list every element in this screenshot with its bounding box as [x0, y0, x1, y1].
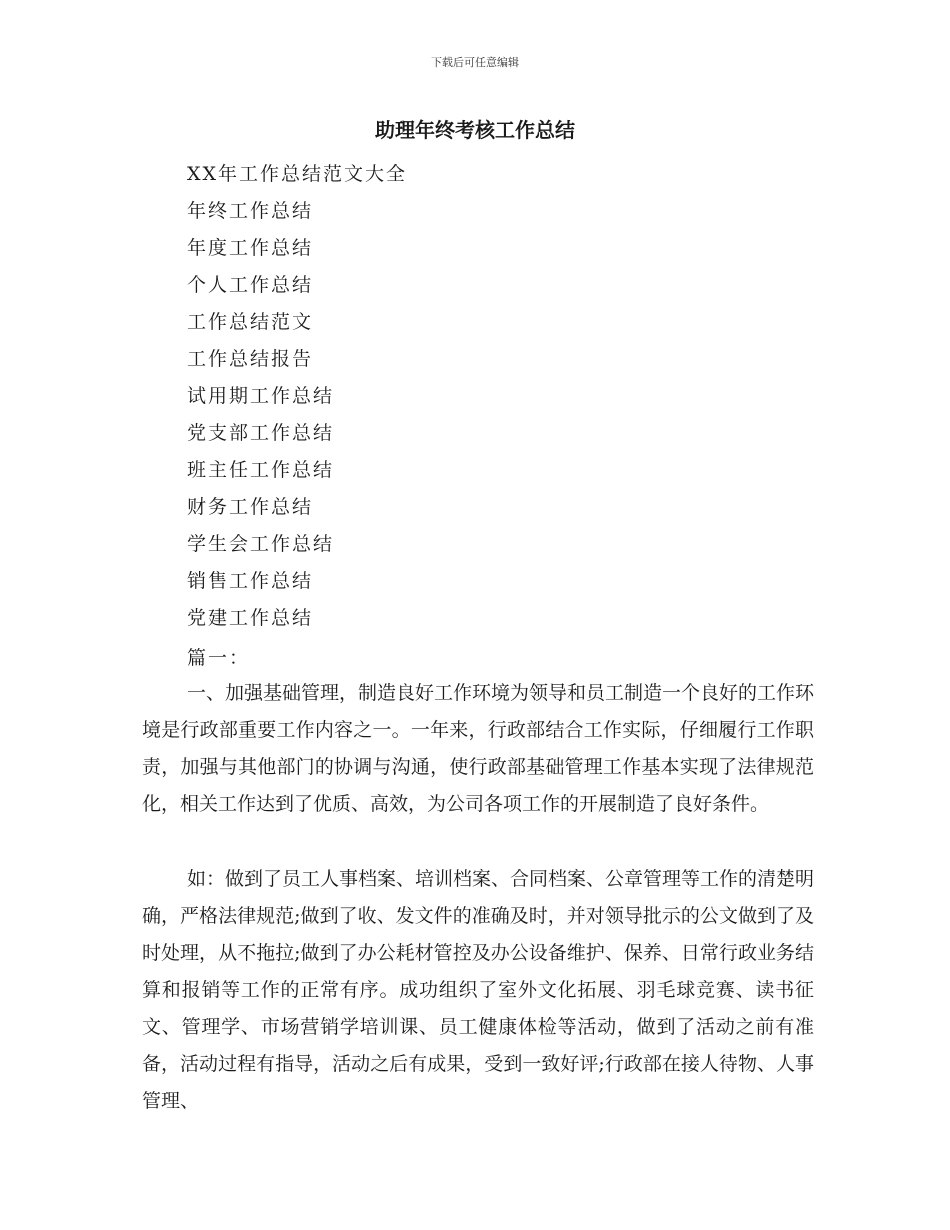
toc-item: 工作总结范文	[187, 311, 314, 333]
toc-item: 销售工作总结	[187, 570, 314, 592]
document-title: 助理年终考核工作总结	[375, 118, 575, 142]
toc-item: 班主任工作总结	[187, 459, 335, 481]
page-header-note: 下载后可任意编辑	[431, 56, 519, 69]
toc-list	[187, 160, 407, 641]
toc-item: 学生会工作总结	[187, 533, 335, 555]
toc-item: 党支部工作总结	[187, 422, 335, 444]
toc-item: 试用期工作总结	[187, 385, 335, 407]
toc-item: 党建工作总结	[187, 607, 314, 629]
section-label: 篇一：	[187, 647, 251, 669]
toc-item: XX年工作总结范文大全	[187, 163, 408, 185]
toc-item: 个人工作总结	[187, 274, 314, 296]
toc-item: 工作总结报告	[187, 348, 314, 370]
toc-item: 财务工作总结	[187, 496, 314, 518]
toc-item: 年度工作总结	[187, 237, 314, 259]
body-paragraph: 一、加强基础管理，制造良好工作环境为领导和员工制造一个良好的工作环境是行政部重要工作内容之一。一年来，行政部结合工作实际，仔细履行工作职责，加强与其他部门的协调与沟通，使行政部基础管理工作基本实现了法律规范化，相关工作达到了优质、高效，为公司各项工作的开展制造了良好条件。	[142, 682, 815, 815]
toc-item: 年终工作总结	[187, 200, 314, 222]
body-paragraph: 如：做到了员工人事档案、培训档案、合同档案、公章管理等工作的清楚明确，严格法律规范;做到了收、发文件的准确及时，并对领导批示的公文做到了及时处理，从不拖拉;做到了办公耗材管控及办公设备维护、保养、日常行政业务结算和报销等工作的正常有序。成功组织了室外文化拓展、羽毛球竞赛、读书征文、管理学、市场营销学培训课、员工健康体检等活动，做到了活动之前有准备，活动过程有指导，活动之后有成果，受到一致好评;行政部在接人待物、人事管理、	[142, 868, 815, 1112]
